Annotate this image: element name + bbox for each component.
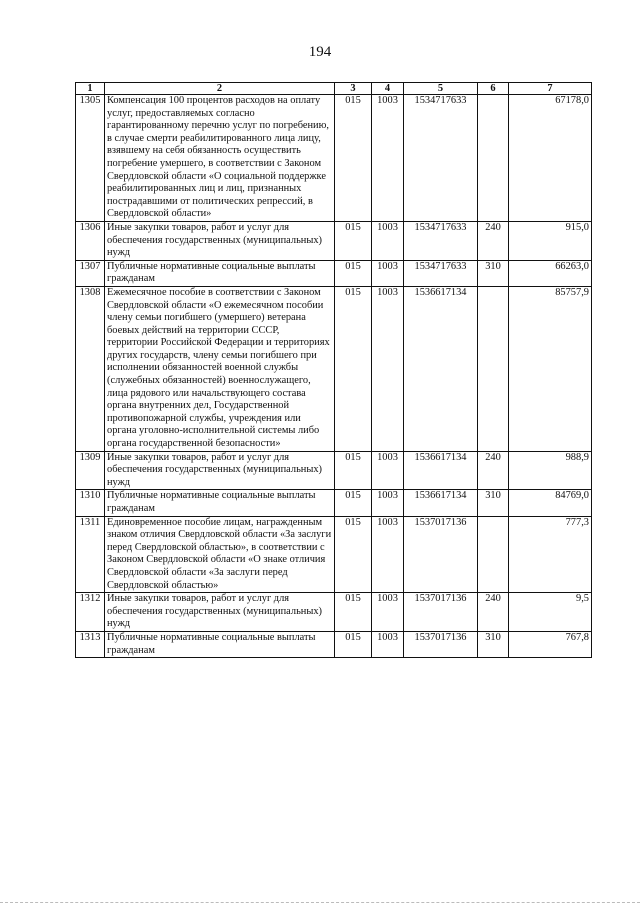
section-code: 1003 — [372, 260, 404, 286]
amount: 9,5 — [509, 593, 592, 632]
ministry-code: 015 — [335, 593, 372, 632]
table-row — [76, 95, 592, 222]
table-row — [76, 451, 592, 490]
section-code: 1003 — [372, 516, 404, 593]
row-number: 1311 — [76, 516, 105, 593]
row-description: Публичные нормативные социальные выплаты гражданам — [105, 631, 335, 657]
column-header-2: 2 — [105, 83, 335, 95]
amount: 915,0 — [509, 221, 592, 260]
target-article-code: 1536617134 — [404, 490, 478, 516]
amount: 67178,0 — [509, 95, 592, 222]
scan-artifact-line — [0, 902, 640, 903]
row-number: 1310 — [76, 490, 105, 516]
amount: 767,8 — [509, 631, 592, 657]
table-row — [76, 286, 592, 451]
table-row — [76, 221, 592, 260]
expense-type-code: 310 — [478, 260, 509, 286]
section-code: 1003 — [372, 451, 404, 490]
target-article-code: 1537017136 — [404, 631, 478, 657]
section-code: 1003 — [372, 593, 404, 632]
row-description: Иные закупки товаров, работ и услуг для обеспечения государственных (муниципальных) нужд — [105, 221, 335, 260]
section-code: 1003 — [372, 221, 404, 260]
ministry-code: 015 — [335, 516, 372, 593]
column-header-4: 4 — [372, 83, 404, 95]
ministry-code: 015 — [335, 451, 372, 490]
row-number: 1313 — [76, 631, 105, 657]
table-row — [76, 260, 592, 286]
amount: 988,9 — [509, 451, 592, 490]
ministry-code: 015 — [335, 631, 372, 657]
row-description: Публичные нормативные социальные выплаты гражданам — [105, 490, 335, 516]
column-header-3: 3 — [335, 83, 372, 95]
target-article-code: 1534717633 — [404, 221, 478, 260]
section-code: 1003 — [372, 286, 404, 451]
expense-type-code — [478, 516, 509, 593]
ministry-code: 015 — [335, 95, 372, 222]
table-row — [76, 631, 592, 657]
row-description: Публичные нормативные социальные выплаты гражданам — [105, 260, 335, 286]
row-description: Компенсация 100 процентов расходов на оплату услуг, предоставляемых согласно гарантированному перечню услуг по погребению, в случае смерти реабилитированного лица лицу, взявшему на себя обязанность осуществить погребение умершего, в соответствии с Законом Свердловской области «О социальной поддержке реабилитированных лиц и лиц, признанных пострадавшими от политических репрессий, в Свердловской области» — [105, 95, 335, 222]
table-header-row — [76, 83, 592, 95]
row-number: 1305 — [76, 95, 105, 222]
column-header-7: 7 — [509, 83, 592, 95]
expense-type-code — [478, 95, 509, 222]
amount: 85757,9 — [509, 286, 592, 451]
row-description: Ежемесячное пособие в соответствии с Законом Свердловской области «О ежемесячном пособии члену семьи погибшего (умершего) ветерана боевых действий на территории СССР, территории Российской Федерации и территориях других государств, члену семьи погибшего при исполнении обязанностей военной службы (служебных обязанностей) военнослужащего, лица рядового или начальствующего состава органа внутренних дел, Государственной противопожарной службы, учреждения или органа уголовно-исполнительной системы либо органа государственной безопасности» — [105, 286, 335, 451]
table-row — [76, 593, 592, 632]
ministry-code: 015 — [335, 490, 372, 516]
target-article-code: 1537017136 — [404, 593, 478, 632]
ministry-code: 015 — [335, 260, 372, 286]
amount: 66263,0 — [509, 260, 592, 286]
target-article-code: 1534717633 — [404, 260, 478, 286]
target-article-code: 1536617134 — [404, 451, 478, 490]
row-description: Иные закупки товаров, работ и услуг для обеспечения государственных (муниципальных) нужд — [105, 593, 335, 632]
row-number: 1306 — [76, 221, 105, 260]
amount: 777,3 — [509, 516, 592, 593]
row-number: 1308 — [76, 286, 105, 451]
table-row — [76, 490, 592, 516]
page-number: 194 — [308, 44, 332, 60]
ministry-code: 015 — [335, 286, 372, 451]
section-code: 1003 — [372, 95, 404, 222]
section-code: 1003 — [372, 631, 404, 657]
row-number: 1309 — [76, 451, 105, 490]
row-number: 1312 — [76, 593, 105, 632]
table-row — [76, 516, 592, 593]
expense-type-code: 240 — [478, 221, 509, 260]
column-header-1: 1 — [76, 83, 105, 95]
row-number: 1307 — [76, 260, 105, 286]
row-description: Иные закупки товаров, работ и услуг для обеспечения государственных (муниципальных) нужд — [105, 451, 335, 490]
ministry-code: 015 — [335, 221, 372, 260]
expense-type-code: 240 — [478, 593, 509, 632]
target-article-code: 1537017136 — [404, 516, 478, 593]
amount: 84769,0 — [509, 490, 592, 516]
row-description: Единовременное пособие лицам, награжденным знаком отличия Свердловской области «За заслуги перед Свердловской областью», в соответствии с Законом Свердловской области «О знаке отличия Свердловской области «За заслуги перед Свердловской областью» — [105, 516, 335, 593]
target-article-code: 1536617134 — [404, 286, 478, 451]
column-header-5: 5 — [404, 83, 478, 95]
expense-type-code: 240 — [478, 451, 509, 490]
budget-table — [75, 82, 592, 658]
target-article-code: 1534717633 — [404, 95, 478, 222]
section-code: 1003 — [372, 490, 404, 516]
expense-type-code — [478, 286, 509, 451]
expense-type-code: 310 — [478, 490, 509, 516]
expense-type-code: 310 — [478, 631, 509, 657]
column-header-6: 6 — [478, 83, 509, 95]
